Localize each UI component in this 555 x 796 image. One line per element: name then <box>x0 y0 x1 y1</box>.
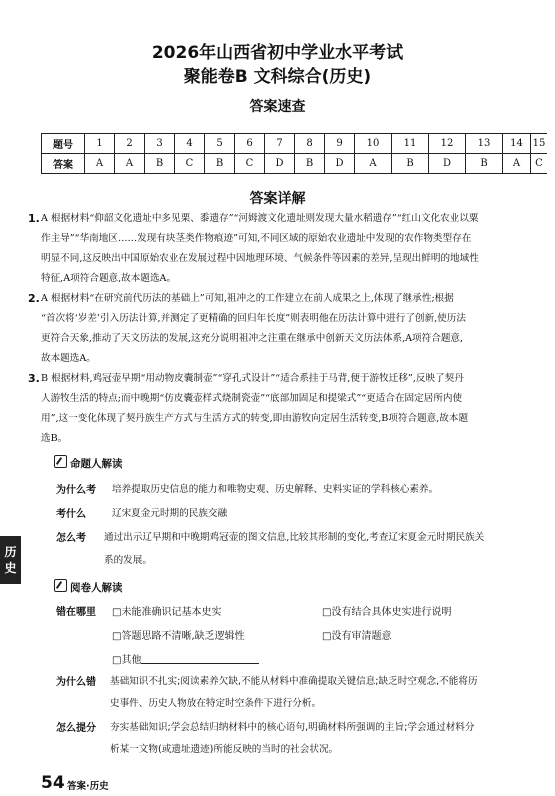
proposer-section-title: 命题人解读 <box>54 455 123 471</box>
exam-subtitle: 聚能卷B 文科综合(历史) <box>183 67 372 87</box>
grader-why-label: 为什么错 <box>56 677 96 688</box>
question-number: 2. <box>28 292 40 305</box>
proposer-how-label: 怎么考 <box>56 533 86 544</box>
grader-improve-label: 怎么提分 <box>56 723 96 734</box>
option-checkbox[interactable]: □答题思路不清晰,缺乏逻辑性 <box>112 631 245 642</box>
table-cell: 5 <box>205 134 235 154</box>
option-checkbox[interactable]: □没有结合具体史实进行说明 <box>322 607 452 618</box>
proposer-how-text: 通过出示辽早期和中晚期鸡冠壶的图文信息,比较其形制的变化,考查辽宋夏金元时期民族关 <box>104 532 485 543</box>
table-cell: 4 <box>175 134 205 154</box>
table-cell: 6 <box>235 134 265 154</box>
table-cell: C <box>175 154 205 174</box>
option-checkbox[interactable]: □未能准确识记基本史实 <box>112 607 222 618</box>
answer-table <box>41 133 547 174</box>
table-cell: 14 <box>503 134 531 154</box>
q2-line: 故本题选A。 <box>41 353 96 364</box>
proposer-what-label: 考什么 <box>56 509 86 520</box>
page-number: 54 <box>41 773 65 793</box>
q3-line: B 根据材料,鸡冠壶早期“用动物皮囊制壶”“穿孔式设计”“适合系挂于马背,便于游牧迁移”,反映了契丹 <box>41 373 464 384</box>
q1-line: 明显不同,这反映出中国原始农业在发展过程中因地理环境、气候条件等因素的差异,呈现出鲜明的地域性 <box>41 253 479 264</box>
grader-section-title: 阅卷人解读 <box>54 579 123 595</box>
q3-line: 人游牧生活的特点;而中晚期“仿皮囊壶样式烧制瓷壶”“底部加固足和提梁式”“更适合在固定居所内使 <box>41 393 463 404</box>
q1-line: 作主导”“华南地区……发现有块茎类作物痕迹”可知,不同区域的原始农业遗址中发现的农作物类型存在 <box>41 233 472 244</box>
q2-line: “首次将‘岁差’引入历法计算,并测定了更精确的回归年长度”则表明他在历法计算中进行了创新,使历法 <box>41 313 466 324</box>
table-cell: B <box>295 154 325 174</box>
table-cell: 2 <box>115 134 145 154</box>
exam-title: 2026年山西省初中学业水平考试 <box>151 43 404 63</box>
table-cell: C <box>531 154 548 174</box>
table-cell: D <box>325 154 355 174</box>
table-cell: B <box>392 154 429 174</box>
table-cell: A <box>503 154 531 174</box>
proposer-what-text: 辽宋夏金元时期的民族交融 <box>112 508 228 519</box>
table-cell: 12 <box>429 134 466 154</box>
table-cell: A <box>115 154 145 174</box>
table-cell: A <box>355 154 392 174</box>
answer-table-number-row <box>42 134 548 154</box>
q3-line: 用”,这一变化体现了契丹族生产方式与生活方式的转变,即由游牧向定居生活转变,B项符合题意,故本题 <box>41 413 469 424</box>
table-cell: 15 <box>531 134 548 154</box>
proposer-why-label: 为什么考 <box>56 485 96 496</box>
table-cell: B <box>466 154 503 174</box>
proposer-why-text: 培养提取历史信息的能力和唯物史观、历史解释、史料实证的学科核心素养。 <box>112 484 439 495</box>
q2-line: A 根据材料“在研究前代历法的基础上”可知,祖冲之的工作建立在前人成果之上,体现了继承性;根据 <box>41 293 454 304</box>
q1-line: 特征,A项符合题意,故本题选A。 <box>41 273 177 284</box>
pencil-icon <box>54 455 67 468</box>
table-cell: A <box>85 154 115 174</box>
grader-where-label: 错在哪里 <box>56 607 96 618</box>
q3-line: 选B。 <box>41 433 68 444</box>
grader-improve-text: 夯实基础知识;学会总结归纳材料中的核心语句,明确材料所强调的主旨;学会通过材料分 <box>110 722 475 733</box>
subject-side-tab: 历 史 <box>0 536 21 584</box>
question-number: 3. <box>28 372 40 385</box>
table-cell: 8 <box>295 134 325 154</box>
other-blank-line[interactable] <box>141 653 259 664</box>
table-cell: C <box>235 154 265 174</box>
table-cell: B <box>205 154 235 174</box>
table-cell: 9 <box>325 134 355 154</box>
footer-label: 答案·历史 <box>67 781 109 792</box>
table-cell: 13 <box>466 134 503 154</box>
proposer-how-text: 系的发展。 <box>104 555 152 566</box>
table-cell: 11 <box>392 134 429 154</box>
pencil-icon <box>54 579 67 592</box>
row-label-answer: 答案 <box>42 154 85 174</box>
q1-line: A 根据材料“仰韶文化遗址中多见栗、黍遗存”“河姆渡文化遗址则发现大量水稻遗存”“红山文化农业以粟 <box>41 213 479 224</box>
q2-line: 更符合天象,推动了天文历法的发展,这充分说明祖冲之注重在继承中创新天文历法体系,A项符合题意, <box>41 333 464 344</box>
table-cell: 1 <box>85 134 115 154</box>
table-cell: B <box>145 154 175 174</box>
quick-answers-heading: 答案速查 <box>249 99 306 115</box>
option-checkbox[interactable]: □没有审清题意 <box>322 631 392 642</box>
grader-why-text: 基础知识不扎实;阅读素养欠缺,不能从材料中准确提取关键信息;缺乏时空观念,不能将历 <box>110 676 478 687</box>
table-cell: 7 <box>265 134 295 154</box>
table-cell: D <box>429 154 466 174</box>
answer-table-answer-row <box>42 154 548 174</box>
option-checkbox-other[interactable]: □其他 <box>112 651 259 666</box>
details-heading: 答案详解 <box>249 191 306 207</box>
table-cell: 10 <box>355 134 392 154</box>
question-number: 1. <box>28 212 40 225</box>
grader-improve-text: 析某一文物(或遗址遗迹)所能反映的当时的社会状况。 <box>110 744 339 755</box>
grader-why-text: 史事件、历史人物放在特定时空条件下进行分析。 <box>110 698 322 709</box>
table-cell: 3 <box>145 134 175 154</box>
row-label-number: 题号 <box>42 134 85 154</box>
table-cell: D <box>265 154 295 174</box>
